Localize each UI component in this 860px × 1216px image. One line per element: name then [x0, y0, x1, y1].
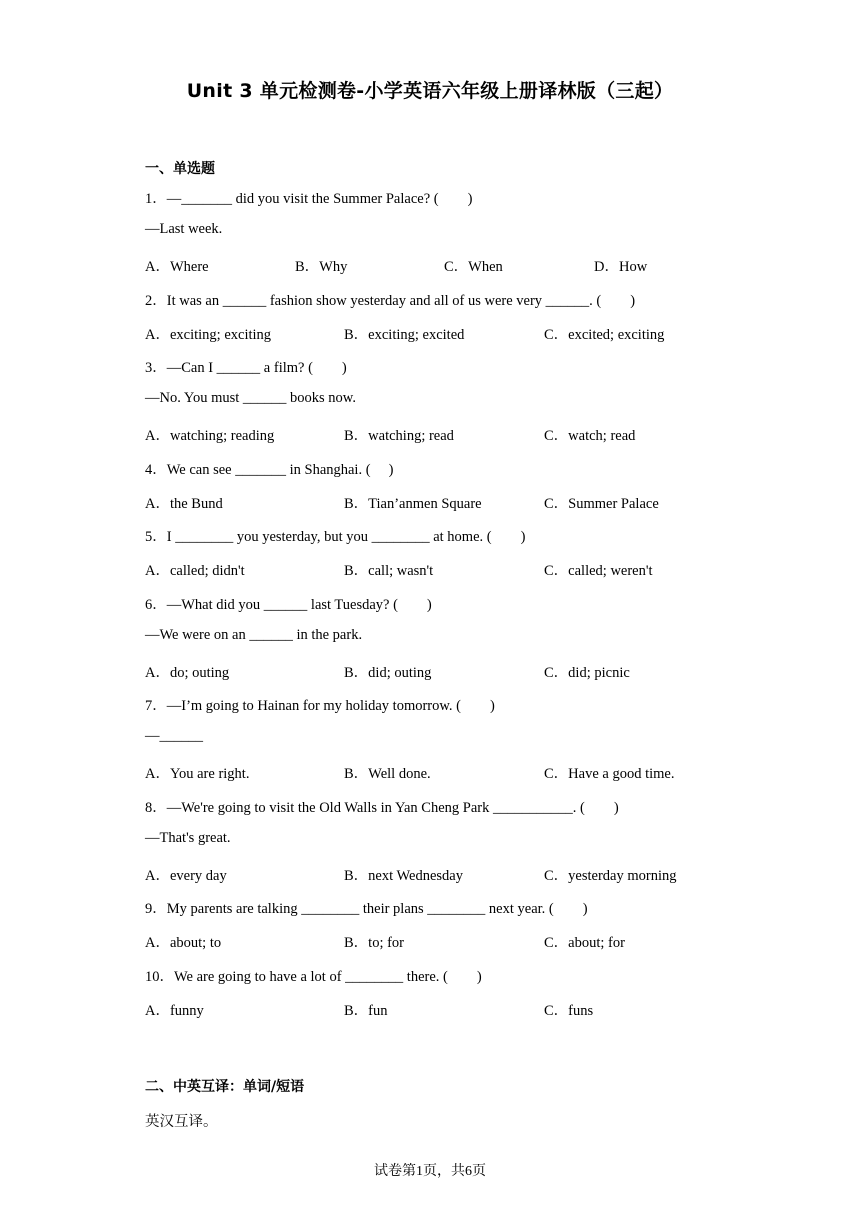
document-title: Unit 3 单元检测卷-小学英语六年级上册译林版（三起）	[186, 80, 674, 102]
question-10-stem: 10．We are going to have a lot of ________ there. ( )	[145, 969, 482, 985]
question-4-stem: 4．We can see _______ in Shanghai. ( )	[145, 462, 394, 478]
question-10-option-c: C．funs	[544, 1003, 594, 1019]
question-4-option-b: B．Tian’anmen Square	[344, 496, 482, 512]
question-1-option-c: C．When	[444, 259, 503, 275]
question-7-answer-line: —______	[145, 728, 203, 744]
question-5-option-b: B．call; wasn't	[344, 563, 434, 579]
question-5-stem: 5．I ________ you yesterday, but you ________ at home. ( )	[145, 529, 526, 545]
question-2-option-a: A．exciting; exciting	[145, 327, 272, 343]
question-9-option-c: C．about; for	[544, 935, 625, 951]
section-heading-multiple-choice: 一、单选题	[145, 161, 215, 177]
question-3-stem: 3．—Can I ______ a film? ( )	[145, 360, 347, 376]
question-3-answer-line: —No. You must ______ books now.	[145, 390, 356, 406]
question-2-option-c: C．excited; exciting	[544, 327, 665, 343]
question-1-stem: 1．—_______ did you visit the Summer Palace? ( )	[145, 191, 473, 207]
question-8-option-a: A．every day	[145, 868, 227, 884]
question-9-option-a: A．about; to	[145, 935, 222, 951]
question-8-option-b: B．next Wednesday	[344, 868, 463, 884]
page-footer: 试卷第1页，共6页	[374, 1164, 486, 1179]
question-3-option-a: A．watching; reading	[145, 428, 275, 444]
question-6-stem: 6．—What did you ______ last Tuesday? ( )	[145, 597, 432, 613]
question-3-option-c: C．watch; read	[544, 428, 636, 444]
question-1-option-d: D．How	[594, 259, 648, 275]
question-8-option-c: C．yesterday morning	[544, 868, 677, 884]
question-1-answer-line: —Last week.	[145, 221, 223, 237]
question-2-stem: 2．It was an ______ fashion show yesterday and all of us were very ______. ( )	[145, 293, 636, 309]
question-8-stem: 8．—We're going to visit the Old Walls in Yan Cheng Park ___________. ( )	[145, 800, 619, 816]
question-9-option-b: B．to; for	[344, 935, 405, 951]
question-5-option-c: C．called; weren't	[544, 563, 653, 579]
question-2-option-b: B．exciting; excited	[344, 327, 465, 343]
question-6-option-a: A．do; outing	[145, 665, 230, 681]
question-10-option-a: A．funny	[145, 1003, 204, 1019]
question-7-stem: 7．—I’m going to Hainan for my holiday tomorrow. ( )	[145, 698, 495, 714]
question-1-option-b: B．Why	[295, 259, 348, 275]
question-7-option-b: B．Well done.	[344, 766, 431, 782]
section-heading-translation: 二、中英互译：单词/短语	[145, 1079, 305, 1095]
question-9-stem: 9．My parents are talking ________ their plans ________ next year. ( )	[145, 901, 588, 917]
question-6-option-c: C．did; picnic	[544, 665, 630, 681]
question-4-option-c: C．Summer Palace	[544, 496, 659, 512]
question-1-option-a: A．Where	[145, 259, 209, 275]
question-4-option-a: A．the Bund	[145, 496, 223, 512]
question-6-option-b: B．did; outing	[344, 665, 432, 681]
question-3-option-b: B．watching; read	[344, 428, 454, 444]
question-7-option-a: A．You are right.	[145, 766, 250, 782]
question-8-answer-line: —That's great.	[145, 830, 231, 846]
question-6-answer-line: —We were on an ______ in the park.	[145, 627, 363, 643]
section-2-instruction: 英汉互译。	[145, 1114, 218, 1130]
question-7-option-c: C．Have a good time.	[544, 766, 675, 782]
question-5-option-a: A．called; didn't	[145, 563, 245, 579]
question-10-option-b: B．fun	[344, 1003, 388, 1019]
